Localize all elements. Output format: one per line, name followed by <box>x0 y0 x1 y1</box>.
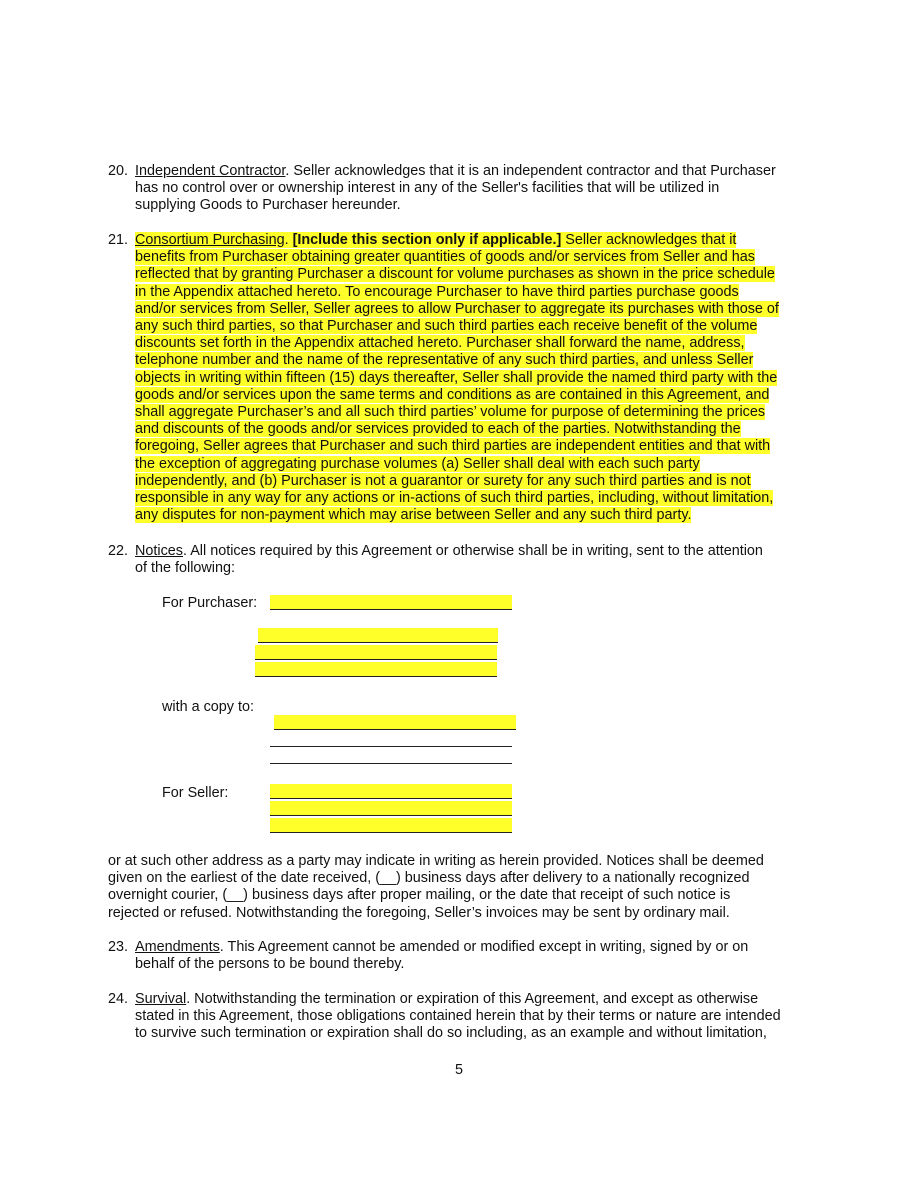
text-line: in the Appendix attached hereto. To encourage Purchaser to have third parties purchase goods <box>135 283 739 300</box>
text-line: . Seller acknowledges that it is an independent contractor and that Purchaser <box>285 163 776 179</box>
text-line: stated in this Agreement, those obligations contained herein that by their terms or nature are intended <box>135 1008 781 1025</box>
section-heading: Independent Contractor <box>135 163 286 179</box>
copy-name-field[interactable] <box>274 715 516 730</box>
purchaser-address-field-3[interactable] <box>255 662 497 677</box>
text-line: foregoing, Seller agrees that Purchaser and such third parties are independent entities and that with <box>135 438 771 455</box>
purchaser-address-field-2[interactable] <box>255 645 497 660</box>
text-line: the exception of aggregating purchase volumes (a) Seller shall deal with each such party <box>135 455 700 472</box>
for-purchaser-label: For Purchaser: <box>162 595 258 611</box>
section-number: 21. <box>108 232 129 248</box>
copy-address-field-1[interactable] <box>270 732 512 747</box>
text-line: and discounts of the goods and/or services provided to each of the parties. Notwithstanding the <box>135 421 741 438</box>
text-line: benefits from Purchaser obtaining greater quantities of goods and/or services from Seller and has <box>135 249 755 266</box>
text-line: given on the earliest of the date received, (__) business days after delivery to a nationally recognized <box>108 870 750 887</box>
text-line: telephone number and the name of the representative of any such third parties, and unless Seller <box>135 352 754 369</box>
purchaser-name-field[interactable] <box>270 595 512 610</box>
text-line: supplying Goods to Purchaser hereunder. <box>135 197 401 214</box>
page-number: 5 <box>454 1062 463 1078</box>
text-line: of the following: <box>135 560 235 577</box>
text-line: responsible in any way for any actions or in-actions of such third parties, including, without limitation, <box>135 490 774 507</box>
seller-address-field-2[interactable] <box>270 818 512 833</box>
section-number: 23. <box>108 939 129 955</box>
text-line: discounts set forth in the Appendix attached hereto. Purchaser shall forward the name, address, <box>135 335 745 352</box>
text-line: . This Agreement cannot be amended or modified except in writing, signed by or on <box>219 939 749 955</box>
copy-address-field-2[interactable] <box>270 749 512 764</box>
text-line: . Notwithstanding the termination or expiration of this Agreement, and except as otherwise <box>186 991 759 1007</box>
text-line: to survive such termination or expiration shall do so including, as an example and without limitation, <box>135 1025 767 1042</box>
section-21: 21. Consortium Purchasing. [Include this section only if applicable.] Seller acknowledges that it benefits from Purchaser obtaining greater quantities of goods and/or services from Seller and has reflected that by granting Purchaser a discount for volume purchases as shown in the price schedule in the Appendix attached hereto. To encourage Purchaser to have third parties purchase goods and/or services from Seller, Seller agrees to allow Purchaser to aggregate its purchases with those of any such third parties, so that Purchaser and such third parties each receive benefit of the volume discounts set forth in the Appendix attached hereto. Purchaser shall forward the name, address, telephone number and the name of the representative of any such third parties, and unless Seller objects in writing within fifteen (15) days thereafter, Seller shall provide the named third party with the goods and/or services upon the same terms and conditions as are contained in this Agreement, and shall aggregate Purchaser’s and all such third parties’ volume for purpose of determining the prices and discounts of the goods and/or services provided to each of the parties. Notwithstanding the foregoing, Seller agrees that Purchaser and such third parties are independent entities and that with the exception of aggregating purchase volumes (a) Seller shall deal with each such party independently, and (b) Purchaser is not a guarantor or surety for any such third parties and is not responsible in any way for any actions or in-actions of such third parties, including, without limitation, any disputes for non-payment which may arise between Seller and any such third party. <box>108 232 779 524</box>
copy-to-label: with a copy to: <box>162 699 254 715</box>
section-heading: Notices <box>135 543 183 559</box>
text-line: . All notices required by this Agreement or otherwise shall be in writing, sent to the attention <box>183 543 763 559</box>
section-number: 20. <box>108 163 129 179</box>
section-22 <box>108 543 813 577</box>
section-number: 22. <box>108 543 129 559</box>
purchaser-address-field-1[interactable] <box>258 628 498 643</box>
section-number: 24. <box>108 991 129 1007</box>
section-23 <box>108 939 813 973</box>
text-line: behalf of the persons to be bound thereby. <box>135 956 405 973</box>
text-line: any disputes for non-payment which may arise between Seller and any such third party. <box>135 507 692 524</box>
for-seller-label: For Seller: <box>162 785 229 801</box>
section-heading: Consortium Purchasing <box>135 232 285 248</box>
text-line: shall aggregate Purchaser’s and all such third parties’ volume for purpose of determining the prices <box>135 404 766 421</box>
bold-note: [Include this section only if applicable.] <box>292 232 562 248</box>
text-line: and/or services from Seller, Seller agrees to allow Purchaser to aggregate its purchases with those of <box>135 300 779 317</box>
text-line: overnight courier, (__) business days after proper mailing, or the date that receipt of such notice is <box>108 887 731 904</box>
section-heading: Survival <box>135 991 187 1007</box>
seller-address-field-1[interactable] <box>270 801 512 816</box>
text-line: any such third parties, so that Purchaser and such third parties each receive benefit of the volume <box>135 318 758 335</box>
seller-name-field[interactable] <box>270 784 512 799</box>
text-line: reflected that by granting Purchaser a discount for volume purchases as shown in the price schedule <box>135 266 775 283</box>
section-heading: Amendments <box>135 939 220 955</box>
text-line: independently, and (b) Purchaser is not a guarantor or surety for any such third parties and is not <box>135 472 751 489</box>
text-line: goods and/or services upon the same terms and conditions as are contained in this Agreement, and <box>135 386 770 403</box>
notices-closing-paragraph <box>108 853 813 922</box>
text-line: or at such other address as a party may indicate in writing as herein provided. Notices shall be deemed <box>108 853 764 869</box>
text-line: has no control over or ownership interest in any of the Seller's facilities that will be utilized in <box>135 180 720 197</box>
text-line: rejected or refused. Notwithstanding the foregoing, Seller’s invoices may be sent by ordinary mail. <box>108 904 730 921</box>
section-20 <box>108 163 813 215</box>
section-24 <box>108 991 813 1043</box>
text-line: objects in writing within fifteen (15) days thereafter, Seller shall provide the named third party with the <box>135 369 778 386</box>
